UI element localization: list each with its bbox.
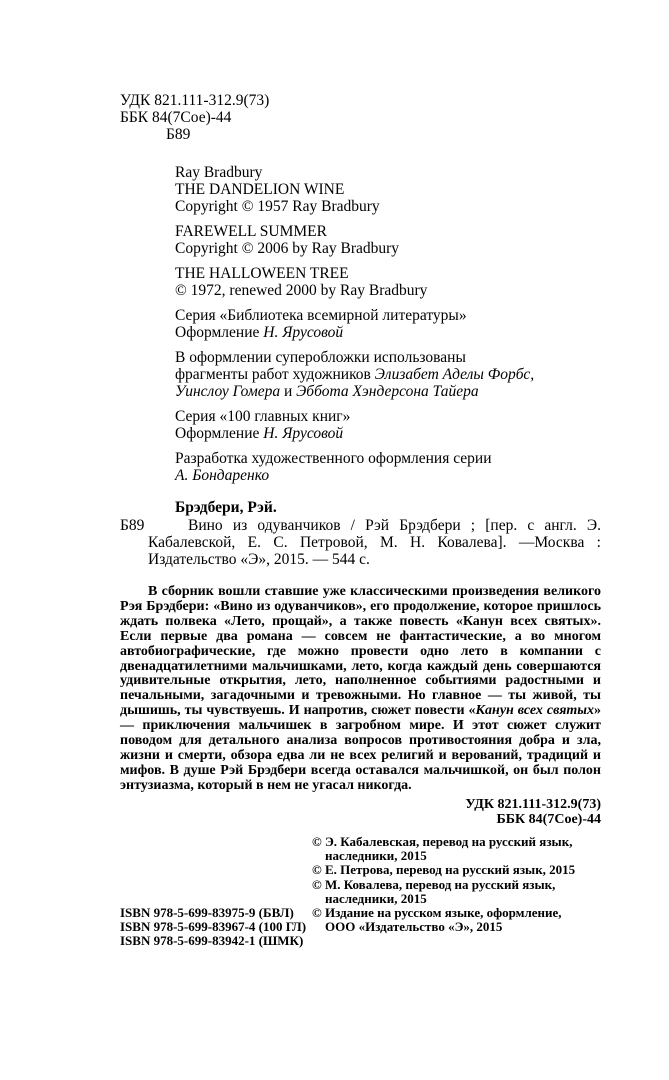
footer-classification-codes <box>120 797 601 828</box>
isbn-item: ISBN 978-5-699-83942-1 (ШМК) <box>120 933 304 949</box>
copyright-line: © Е. Петрова, перевод на русский язык, 2015 <box>312 862 576 878</box>
footer-bbk-code: ББК 84(7Сое)-44 <box>496 812 601 828</box>
isbn-item: ISBN 978-5-699-83975-9 (БВЛ) <box>120 904 294 920</box>
series-artwork-credit <box>175 450 601 484</box>
author-sign: Б89 <box>166 126 191 143</box>
copyright-item <box>312 878 601 907</box>
designer-name: Н. Ярусовой <box>263 425 344 442</box>
copyright-line-continuation: ООО «Издательство «Э», 2015 <box>325 919 503 935</box>
isbn-list <box>120 906 312 949</box>
series-bvl-title: Серия «Библиотека всемирной литературы» <box>175 307 467 324</box>
bbk-code: ББК 84(7Сое)-44 <box>120 109 232 126</box>
jacket-artist-name: Эббота Хэндерсона Тайера <box>296 383 479 400</box>
annotation-text-continued: » — приключения мальчишек в загробном мире. И этот сюжет служит поводом для детального анализа вопросов противостояния добра и зла, жизни и смерти, обзора едва ли не всех религий и верований, традиций и мифов. В душе Рэй Брэдбери всегда оставался мальчишкой, он был полон энтузиазма, который в нем не угасал никогда. <box>120 703 602 793</box>
jacket-credit-line-1: В оформлении суперобложки использованы <box>175 349 466 366</box>
jacket-credit-line-3 <box>175 383 601 400</box>
jacket-artist-names: Элизабет Аделы Форбс, <box>374 366 535 383</box>
original-author-name: Ray Bradbury <box>175 164 263 181</box>
copyright-line-continuation: наследники, 2015 <box>325 847 427 863</box>
jacket-design-credit <box>175 349 601 400</box>
jacket-credit-text: фрагменты работ художников <box>175 366 375 383</box>
copyright-line: © Издание на русском языке, оформление, <box>312 905 562 921</box>
work-title: THE HALLOWEEN TREE <box>175 265 349 282</box>
series-bvl-credit <box>175 307 601 341</box>
original-rights-work-3 <box>175 265 601 299</box>
copyright-item <box>312 863 601 877</box>
series-100-credit <box>175 408 601 442</box>
rights-and-credits-block <box>175 164 601 484</box>
work-title: THE DANDELION WINE <box>175 181 345 198</box>
series-artwork-text: Разработка художественного оформления серии <box>175 450 492 467</box>
bib-entry <box>120 517 601 568</box>
work-copyright: Copyright © 2006 by Ray Bradbury <box>175 240 400 257</box>
design-label: Оформление <box>175 324 264 341</box>
copyright-line: © М. Ковалева, перевод на русский язык, <box>312 876 556 892</box>
original-rights-work-1 <box>175 164 601 215</box>
footer-udk-code: УДК 821.111-312.9(73) <box>465 796 601 812</box>
isbn-item: ISBN 978-5-699-83967-4 (100 ГЛ) <box>120 918 307 934</box>
bibliographic-description <box>120 499 601 568</box>
bib-author-heading: Брэдбери, Рэй. <box>175 499 277 516</box>
annotation-paragraph <box>120 585 601 794</box>
top-classification-block <box>120 92 601 143</box>
copyright-line-continuation: наследники, 2015 <box>325 890 427 906</box>
work-title: FAREWELL SUMMER <box>175 223 327 240</box>
copyright-list <box>312 835 601 949</box>
isbn-copyright-section <box>120 835 601 949</box>
designer-name: Н. Ярусовой <box>263 324 344 341</box>
design-label: Оформление <box>175 425 264 442</box>
copyright-item <box>312 835 601 864</box>
jacket-credit-line-2 <box>175 366 601 383</box>
series-artwork-designer <box>175 467 601 484</box>
work-copyright: Copyright © 1957 Ray Bradbury <box>175 198 380 215</box>
original-rights-work-2 <box>175 223 601 257</box>
copyright-line: © Э. Кабалевская, перевод на русский язык, <box>312 833 573 849</box>
copyright-item <box>312 906 601 935</box>
designer-name: А. Бондаренко <box>175 467 270 484</box>
jacket-conjunction: и <box>280 383 297 400</box>
bib-entry-text: Вино из одуванчиков / Рэй Брэдбери ; [пер. с англ. Э. Кабалевской, Е. С. Петровой, М. Н. Ковалева]. —Москва : Издательство «Э», 2015. — 544 с. <box>148 517 601 568</box>
work-copyright: © 1972, renewed 2000 by Ray Bradbury <box>175 282 428 299</box>
series-bvl-designer <box>175 324 601 341</box>
bib-author-sign: Б89 <box>120 517 145 534</box>
udk-code: УДК 821.111-312.9(73) <box>120 92 270 109</box>
annotation-text: В сборник вошли ставшие уже классическими произведения великого Рэя Брэдбери: «Вино из одуванчиков», его продолжение, которое пришлось ждать полвека «Лето, прощай», а также повесть «Канун всех святых». Если первые два романа — совсем не фантастические, а во многом автобиографические, где можно провести одно лето в компании с двенадцатилетними мальчишками, лето, когда каждый день совершаются удивительные открытия, лето, наполненное событиями радостными и печальными, загадочными и тревожными. Но главное — ты живой, ты дышишь, ты чувствуешь. И напротив, сюжет повести « <box>120 584 601 719</box>
series-100-title: Серия «100 главных книг» <box>175 408 351 425</box>
annotation-title-italic: Канун всех святых <box>475 703 595 719</box>
jacket-artist-name: Уинслоу Гомера <box>175 383 281 400</box>
series-100-designer <box>175 425 601 442</box>
